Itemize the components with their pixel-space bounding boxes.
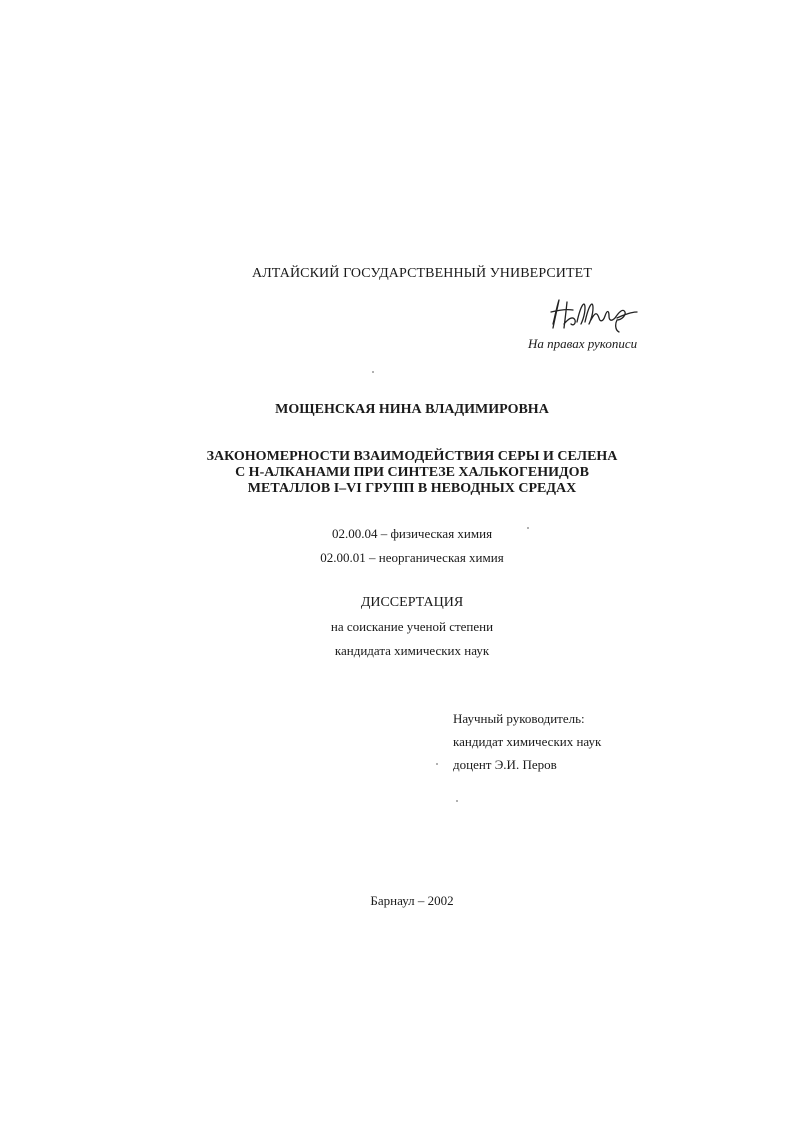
- title-line-2: С Н-АЛКАНАМИ ПРИ СИНТЕЗЕ ХАЛЬКОГЕНИДОВ: [235, 465, 589, 480]
- scan-speck: [372, 371, 374, 373]
- specialty-inorganic-chemistry: 02.00.01 – неорганическая химия: [320, 550, 504, 565]
- title-line-1: ЗАКОНОМЕРНОСТИ ВЗАИМОДЕЙСТВИЯ СЕРЫ И СЕЛЕНА: [206, 449, 618, 464]
- manuscript-note: На правах рукописи: [528, 336, 638, 351]
- handwritten-signature: [545, 294, 640, 334]
- scan-speck: [527, 527, 529, 529]
- scan-speck: [436, 763, 438, 765]
- supervisor-heading: Научный руководитель:: [453, 711, 585, 726]
- supervisor-degree: кандидат химических наук: [453, 734, 602, 749]
- degree-line-1: на соискание ученой степени: [330, 619, 494, 634]
- city-year: Барнаул – 2002: [370, 893, 454, 908]
- specialty-physical-chemistry: 02.00.04 – физическая химия: [331, 526, 493, 541]
- author-name: МОЩЕНСКАЯ НИНА ВЛАДИМИРОВНА: [275, 402, 549, 417]
- title-line-3: МЕТАЛЛОВ I–VI ГРУПП В НЕВОДНЫХ СРЕДАХ: [247, 481, 577, 496]
- degree-line-2: кандидата химических наук: [334, 643, 490, 658]
- document-type: ДИССЕРТАЦИЯ: [360, 595, 464, 610]
- institution-name: АЛТАЙСКИЙ ГОСУДАРСТВЕННЫЙ УНИВЕРСИТЕТ: [252, 266, 592, 281]
- scan-speck: [456, 800, 458, 802]
- supervisor-name: доцент Э.И. Перов: [453, 757, 557, 772]
